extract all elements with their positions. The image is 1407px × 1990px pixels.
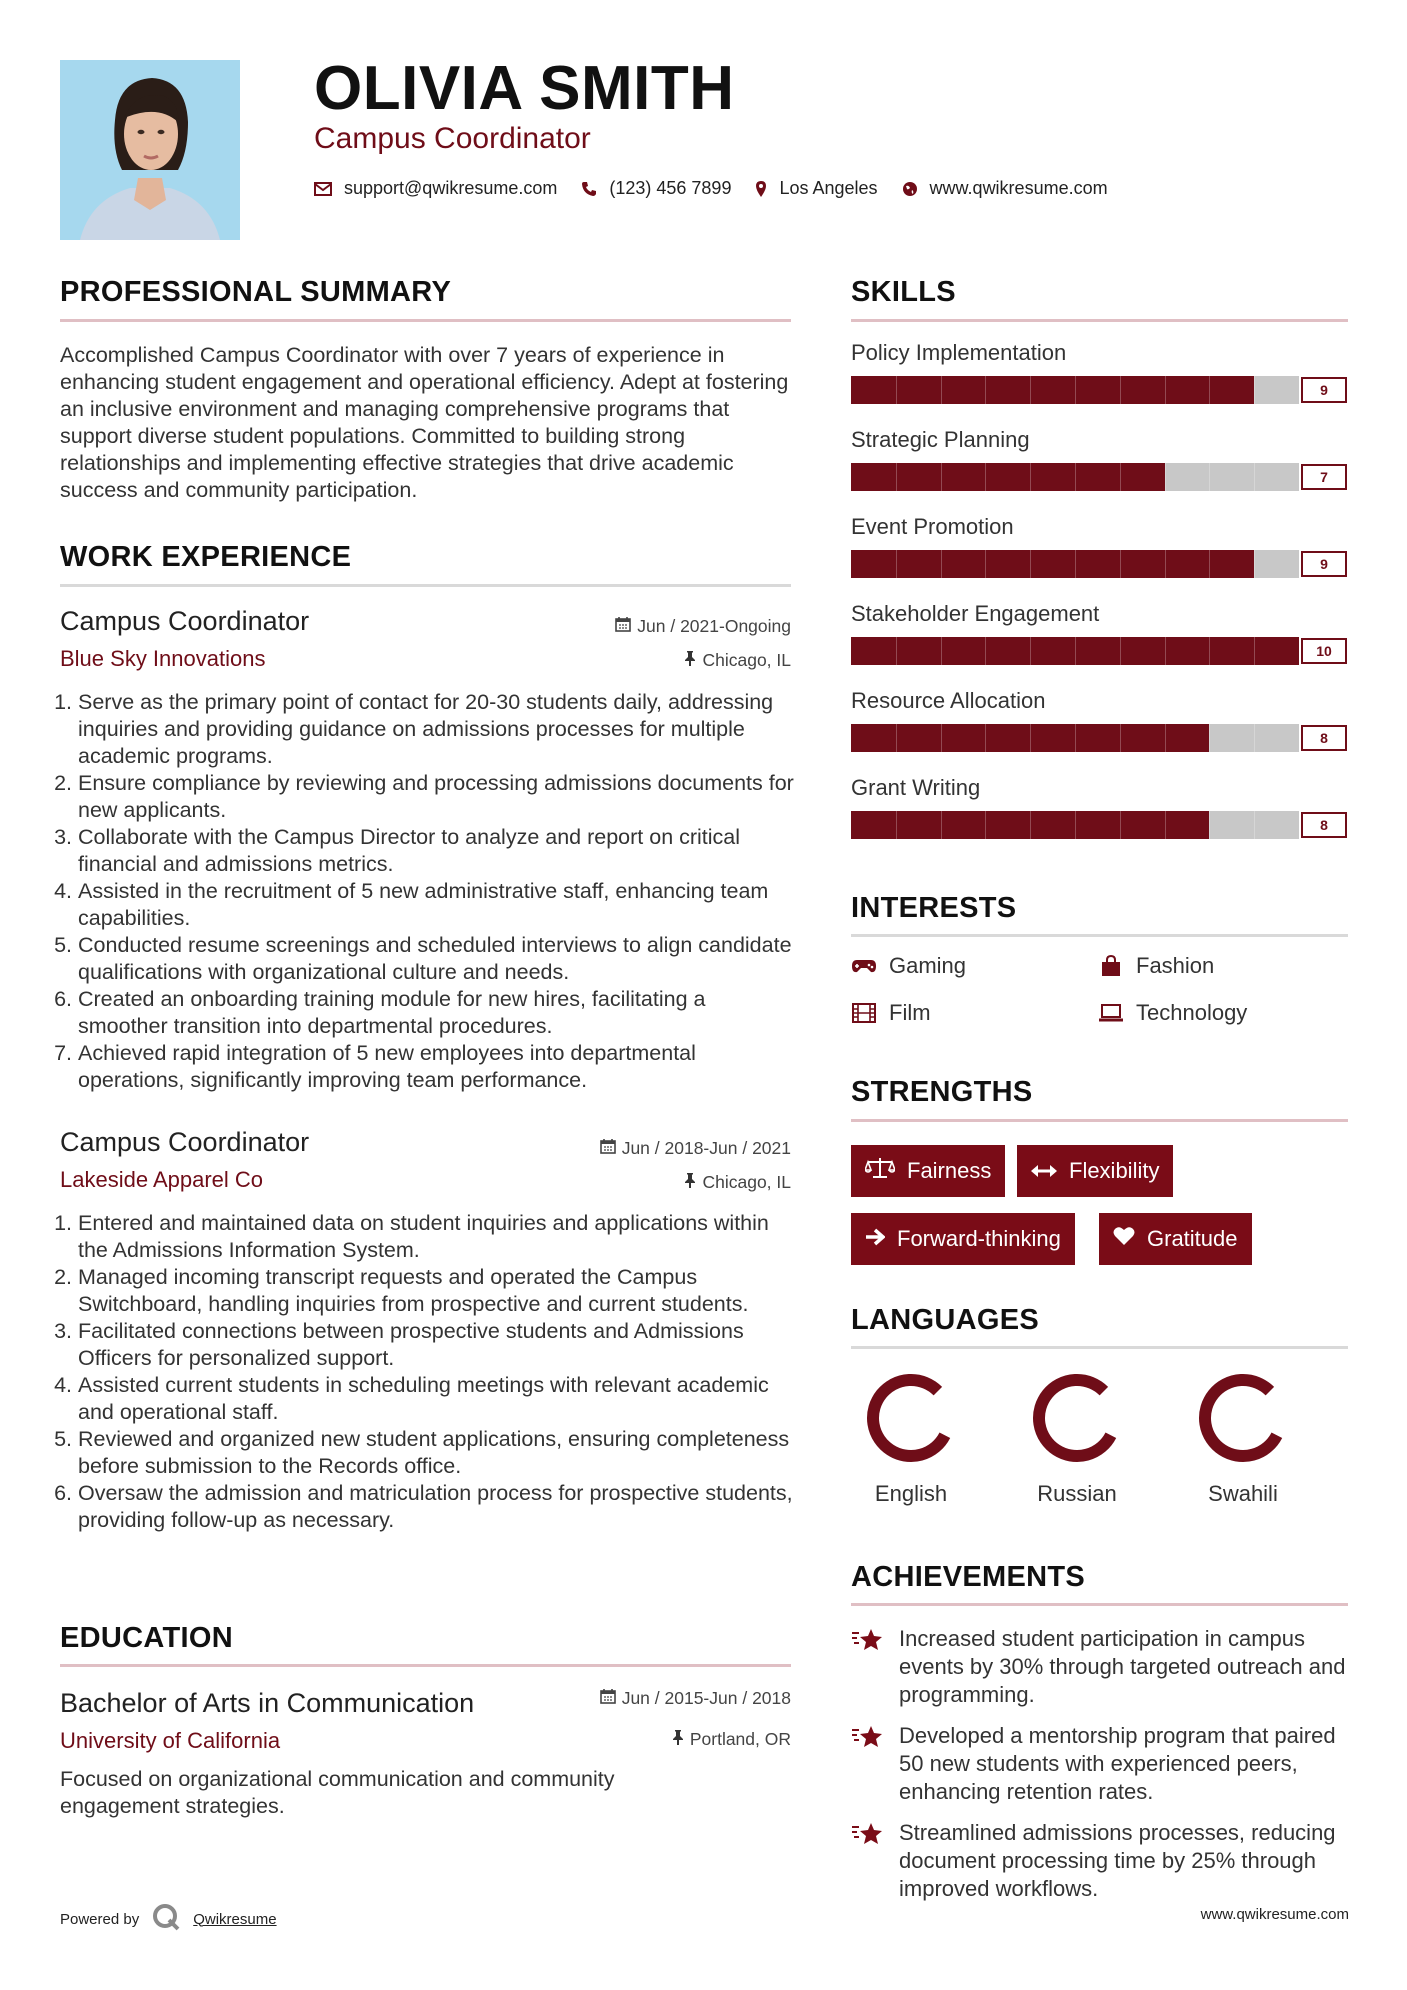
skill-label: Policy Implementation — [851, 340, 1067, 365]
languages-rule — [851, 1346, 1348, 1349]
list-item: 7. Achieved rapid integration of 5 new employees into departmental operations, significantly improving team performance. — [78, 1040, 798, 1094]
skill-score: 9 — [1301, 377, 1347, 403]
education-rule — [60, 1664, 791, 1667]
degree-title: Bachelor of Arts in Communication — [60, 1688, 475, 1718]
language-label: Swahili — [1208, 1481, 1278, 1506]
arrow-right-icon — [865, 1226, 885, 1252]
language-level-ring — [1027, 1368, 1127, 1468]
pushpin-icon — [684, 1172, 696, 1193]
summary-text: Accomplished Campus Coordinator with over 7 years of experience in enhancing student engagement and operational efficiency. Adept at fostering an inclusive environment and managing comprehensive programs that support diverse student populations. Committed to building strong relationships and implementing effective strategies that drive academic success and community participation. — [60, 343, 789, 502]
calendar-icon — [615, 616, 631, 637]
skill-segment-divider — [896, 463, 897, 491]
list-item: 6. Created an onboarding training module for new hires, facilitating a smoother transition into departmental procedures. — [78, 986, 798, 1040]
job-location-text: Chicago, IL — [702, 1172, 791, 1192]
skill-segment-divider — [1254, 724, 1255, 752]
skill-segment-divider — [896, 724, 897, 752]
skill-segment-divider — [1030, 550, 1031, 578]
achievement-text: Developed a mentorship program that paired 50 new students with experienced peers, enhancing retention rates. — [899, 1723, 1336, 1804]
skill-segment-divider — [1075, 724, 1076, 752]
achievement-text: Increased student participation in campus events by 30% through targeted outreach and programming. — [899, 1626, 1346, 1707]
achievements-list — [851, 1625, 1351, 1903]
skill-score: 8 — [1301, 812, 1347, 838]
education-dates-text: Jun / 2015-Jun / 2018 — [621, 1688, 791, 1708]
skill-segment-divider — [985, 637, 986, 665]
skill-segment-divider — [1075, 376, 1076, 404]
skill-segment-divider — [1030, 811, 1031, 839]
interests-heading: INTERESTS — [851, 892, 1017, 924]
education-text: Focused on organizational communication and community engagement strategies. — [60, 1767, 615, 1818]
job-dates — [615, 616, 791, 637]
interest-item-gaming — [851, 953, 966, 979]
job-responsibilities — [60, 1210, 798, 1534]
skill-segment-divider — [985, 550, 986, 578]
list-item: 1. Entered and maintained data on student inquiries and applications within the Admissions Information System. — [78, 1210, 798, 1264]
heart-icon — [1113, 1226, 1135, 1252]
skill-segment-divider — [1075, 463, 1076, 491]
laptop-icon — [1098, 1004, 1124, 1022]
strength-badge-gratitude — [1099, 1213, 1252, 1265]
strength-label: Flexibility — [1069, 1158, 1160, 1183]
skill-segment-divider — [1165, 637, 1166, 665]
skill-segment-divider — [985, 811, 986, 839]
job-location-text: Chicago, IL — [702, 650, 791, 670]
strength-label: Forward-thinking — [897, 1226, 1061, 1251]
languages-heading: LANGUAGES — [851, 1304, 1039, 1336]
skill-fill — [851, 550, 1254, 578]
footer-powered-by — [60, 1902, 277, 1936]
job-responsibilities — [60, 689, 798, 1094]
skill-segment-divider — [941, 637, 942, 665]
skill-item — [851, 340, 1351, 427]
skill-segment-divider — [1030, 724, 1031, 752]
achievement-item — [851, 1722, 1351, 1806]
job-company: Lakeside Apparel Co — [60, 1167, 264, 1192]
skill-segment-divider — [1120, 463, 1121, 491]
powered-by-text: Powered by — [60, 1910, 140, 1928]
skill-segment-divider — [1120, 376, 1121, 404]
star-icon — [851, 1722, 885, 1806]
candidate-title: Campus Coordinator — [314, 122, 591, 155]
experience-heading: WORK EXPERIENCE — [60, 541, 352, 573]
skill-segment-divider — [1075, 811, 1076, 839]
calendar-icon — [600, 1138, 616, 1159]
list-item: 3. Facilitated connections between prospective students and Admissions Officers for personalized support. — [78, 1318, 798, 1372]
skill-segment-divider — [1165, 376, 1166, 404]
skill-segment-divider — [941, 376, 942, 404]
language-level-ring — [1193, 1368, 1293, 1468]
interest-label: Fashion — [1136, 953, 1215, 978]
film-icon — [851, 1003, 877, 1023]
skill-segment-divider — [941, 811, 942, 839]
skill-segment-divider — [985, 724, 986, 752]
job-dates-text: Jun / 2018-Jun / 2021 — [621, 1138, 791, 1158]
skill-bar — [851, 463, 1351, 491]
strengths-rule — [851, 1119, 1348, 1122]
job-title: Campus Coordinator — [60, 1127, 310, 1157]
skill-segment-divider — [941, 724, 942, 752]
skill-segment-divider — [941, 463, 942, 491]
phone-icon — [581, 181, 597, 197]
skill-segment-divider — [1030, 463, 1031, 491]
qwikresume-link[interactable]: Qwikresume — [193, 1910, 277, 1928]
strengths-heading: STRENGTHS — [851, 1076, 1033, 1108]
list-item: 4. Assisted in the recruitment of 5 new administrative staff, enhancing team capabilities. — [78, 878, 798, 932]
skill-label: Stakeholder Engagement — [851, 601, 1100, 626]
skill-segment-divider — [1030, 637, 1031, 665]
skill-segment-divider — [1165, 463, 1166, 491]
envelope-icon — [314, 182, 332, 196]
qwikresume-logo-icon — [151, 1902, 181, 1936]
skill-bar — [851, 550, 1351, 578]
skill-score: 8 — [1301, 725, 1347, 751]
skill-segment-divider — [1030, 376, 1031, 404]
list-item: 2. Managed incoming transcript requests and operated the Campus Switchboard, handling inquiries from prospective and current students. — [78, 1264, 798, 1318]
skill-segment-divider — [896, 550, 897, 578]
contact-location: Los Angeles — [779, 178, 878, 198]
languages-list — [851, 1368, 1351, 1507]
globe-icon — [902, 181, 918, 197]
skill-segment-divider — [1209, 463, 1210, 491]
skill-segment-divider — [1209, 376, 1210, 404]
language-level-arc — [1205, 1380, 1277, 1456]
skill-segment-divider — [1209, 637, 1210, 665]
shopping-bag-icon — [1098, 955, 1124, 977]
summary-heading: PROFESSIONAL SUMMARY — [60, 276, 452, 308]
contact-email[interactable]: support@qwikresume.com — [344, 178, 558, 198]
skill-segment-divider — [1254, 811, 1255, 839]
achievement-item — [851, 1819, 1351, 1903]
skill-bar — [851, 811, 1351, 839]
skill-bar — [851, 724, 1351, 752]
star-icon — [851, 1625, 885, 1709]
education-location — [672, 1729, 791, 1750]
skill-track — [851, 724, 1299, 752]
list-item: 5. Conducted resume screenings and scheduled interviews to align candidate qualifications with organizational culture and needs. — [78, 932, 798, 986]
skill-bar — [851, 376, 1351, 404]
language-item — [1017, 1368, 1137, 1507]
skill-segment-divider — [1120, 637, 1121, 665]
job-dates-text: Jun / 2021-Ongoing — [637, 616, 791, 636]
skill-label: Event Promotion — [851, 514, 1014, 539]
job-company: Blue Sky Innovations — [60, 646, 266, 671]
skill-segment-divider — [1120, 550, 1121, 578]
strength-badge-forward-thinking — [851, 1213, 1075, 1265]
skill-segment-divider — [1165, 550, 1166, 578]
list-item: 6. Oversaw the admission and matriculation process for prospective students, providing follow-up as necessary. — [78, 1480, 798, 1534]
interest-label: Gaming — [889, 953, 967, 978]
candidate-name: OLIVIA SMITH — [314, 54, 735, 123]
interests-rule — [851, 934, 1348, 937]
skill-segment-divider — [1120, 811, 1121, 839]
strength-label: Gratitude — [1147, 1226, 1238, 1251]
interest-label: Technology — [1136, 1000, 1248, 1025]
skill-item — [851, 427, 1351, 514]
balance-scale-icon — [865, 1157, 895, 1185]
profile-photo — [60, 60, 240, 240]
pushpin-icon — [684, 650, 696, 671]
summary-rule — [60, 319, 791, 322]
contact-website[interactable]: www.qwikresume.com — [929, 178, 1108, 198]
star-icon — [851, 1819, 885, 1903]
list-item: 5. Reviewed and organized new student applications, ensuring completeness before submission to the Records office. — [78, 1426, 798, 1480]
skill-item — [851, 601, 1351, 688]
pushpin-icon — [672, 1729, 684, 1750]
experience-rule — [60, 584, 791, 587]
skill-segment-divider — [985, 463, 986, 491]
skill-bar — [851, 637, 1351, 665]
skill-segment-divider — [896, 637, 897, 665]
language-label: Russian — [1037, 1481, 1117, 1506]
skills-list — [851, 340, 1351, 862]
skill-segment-divider — [1120, 724, 1121, 752]
language-item — [1183, 1368, 1303, 1507]
skill-item — [851, 775, 1351, 862]
skill-score: 9 — [1301, 551, 1347, 577]
skill-track — [851, 550, 1299, 578]
skill-fill — [851, 463, 1165, 491]
skill-segment-divider — [1075, 550, 1076, 578]
language-level-ring — [861, 1368, 961, 1468]
skill-score: 10 — [1301, 638, 1347, 664]
achievement-text: Streamlined admissions processes, reducing document processing time by 25% through improved workflows. — [899, 1820, 1336, 1901]
skill-segment-divider — [1254, 550, 1255, 578]
achievement-item — [851, 1625, 1351, 1709]
skill-segment-divider — [1254, 637, 1255, 665]
skill-track — [851, 811, 1299, 839]
contact-row — [314, 178, 1108, 199]
language-label: English — [874, 1481, 948, 1506]
skill-segment-divider — [1254, 463, 1255, 491]
map-pin-icon — [755, 180, 767, 198]
skill-segment-divider — [985, 376, 986, 404]
job-location — [684, 650, 791, 671]
contact-phone[interactable]: (123) 456 7899 — [609, 178, 732, 198]
skill-segment-divider — [896, 376, 897, 404]
language-level-arc — [1039, 1380, 1111, 1456]
job-location — [684, 1172, 791, 1193]
skill-segment-divider — [896, 811, 897, 839]
language-item — [851, 1368, 971, 1507]
language-level-arc — [873, 1380, 945, 1456]
skill-item — [851, 688, 1351, 775]
interest-label: Film — [889, 1000, 931, 1025]
skill-segment-divider — [1254, 376, 1255, 404]
education-heading: EDUCATION — [60, 1622, 233, 1654]
skill-label: Resource Allocation — [851, 688, 1046, 713]
list-item: 3. Collaborate with the Campus Director to analyze and report on critical financial and admissions metrics. — [78, 824, 798, 878]
skill-segment-divider — [1209, 550, 1210, 578]
skill-segment-divider — [1075, 637, 1076, 665]
strength-badge-flexibility — [1017, 1145, 1173, 1197]
skill-segment-divider — [1209, 811, 1210, 839]
education-dates — [600, 1688, 791, 1709]
skill-fill — [851, 376, 1254, 404]
skill-label: Grant Writing — [851, 775, 981, 800]
skill-track — [851, 637, 1299, 665]
list-item: 1. Serve as the primary point of contact for 20-30 students daily, addressing inquiries and providing guidance on admissions processes for multiple academic programs. — [78, 689, 798, 770]
skill-item — [851, 514, 1351, 601]
skill-label: Strategic Planning — [851, 427, 1030, 452]
list-item: 2. Ensure compliance by reviewing and processing admissions documents for new applicants. — [78, 770, 798, 824]
skills-rule — [851, 319, 1348, 322]
skill-segment-divider — [941, 550, 942, 578]
achievements-heading: ACHIEVEMENTS — [851, 1561, 1086, 1593]
strength-label: Fairness — [907, 1158, 992, 1183]
job-dates — [600, 1138, 791, 1159]
calendar-icon — [600, 1688, 616, 1709]
skill-track — [851, 463, 1299, 491]
interest-item-fashion — [1098, 953, 1214, 979]
strength-badge-fairness — [851, 1145, 1005, 1197]
interest-item-film — [851, 1000, 931, 1026]
arrows-horizontal-icon — [1031, 1158, 1057, 1184]
education-location-text: Portland, OR — [689, 1729, 791, 1749]
achievements-rule — [851, 1603, 1348, 1606]
school-name: University of California — [60, 1728, 281, 1753]
footer-site[interactable]: www.qwikresume.com — [1200, 1906, 1349, 1923]
gamepad-icon — [851, 958, 877, 974]
job-title: Campus Coordinator — [60, 606, 310, 636]
skill-score: 7 — [1301, 464, 1347, 490]
list-item: 4. Assisted current students in scheduling meetings with relevant academic and operational staff. — [78, 1372, 798, 1426]
skills-heading: SKILLS — [851, 276, 956, 308]
skill-segment-divider — [1165, 811, 1166, 839]
interest-item-technology — [1098, 1000, 1247, 1026]
skill-track — [851, 376, 1299, 404]
skill-segment-divider — [1165, 724, 1166, 752]
skill-segment-divider — [1209, 724, 1210, 752]
